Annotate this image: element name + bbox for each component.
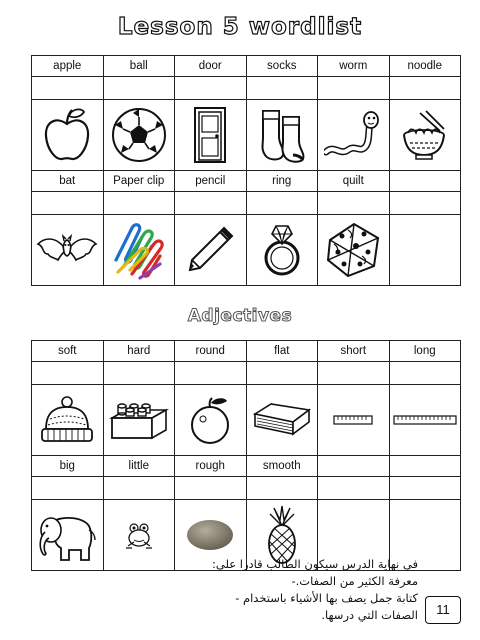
word-cell: socks bbox=[246, 56, 318, 77]
word-cell: ring bbox=[246, 171, 318, 192]
apple-icon bbox=[42, 106, 92, 164]
orange-icon bbox=[187, 395, 233, 445]
word-cell: hard bbox=[103, 341, 175, 362]
blank-row bbox=[32, 77, 461, 100]
blank-cell[interactable] bbox=[103, 477, 175, 500]
word-cell: flat bbox=[246, 341, 318, 362]
word-cell: door bbox=[175, 56, 247, 77]
word-cell bbox=[389, 171, 461, 192]
long-ruler-icon bbox=[393, 414, 457, 426]
word-cell: quilt bbox=[318, 171, 390, 192]
objective-item: معرفة الكثير من الصفات.- bbox=[291, 574, 418, 588]
blank-cell[interactable] bbox=[175, 77, 247, 100]
blank-cell[interactable] bbox=[246, 362, 318, 385]
adjectives-table bbox=[31, 340, 461, 571]
blank-cell[interactable] bbox=[246, 477, 318, 500]
worm-icon bbox=[324, 110, 382, 160]
picture-row bbox=[32, 100, 461, 171]
blank-cell[interactable] bbox=[175, 192, 247, 215]
word-cell: ball bbox=[103, 56, 175, 77]
word-cell bbox=[318, 456, 390, 477]
noodle-icon bbox=[400, 109, 450, 161]
brick-icon bbox=[108, 398, 170, 442]
bat-icon bbox=[36, 230, 98, 270]
door-icon bbox=[193, 106, 227, 164]
blank-cell[interactable] bbox=[246, 77, 318, 100]
word-cell bbox=[389, 456, 461, 477]
blank-cell[interactable] bbox=[318, 362, 390, 385]
learning-objectives bbox=[158, 556, 418, 624]
book-icon bbox=[251, 400, 313, 440]
word-cell: bat bbox=[32, 171, 104, 192]
picture-row bbox=[32, 385, 461, 456]
hat-icon bbox=[38, 395, 96, 445]
blank-row bbox=[32, 362, 461, 385]
blank-cell[interactable] bbox=[103, 77, 175, 100]
pencil-icon bbox=[184, 224, 236, 276]
blank-row bbox=[32, 192, 461, 215]
word-cell: smooth bbox=[246, 456, 318, 477]
empty-picture-cell bbox=[389, 215, 461, 286]
word-cell: noodle bbox=[389, 56, 461, 77]
word-cell: rough bbox=[175, 456, 247, 477]
word-cell: Paper clip bbox=[103, 171, 175, 192]
blank-cell[interactable] bbox=[389, 77, 461, 100]
word-cell: worm bbox=[318, 56, 390, 77]
blank-cell[interactable] bbox=[32, 477, 104, 500]
page-number: 11 bbox=[425, 596, 461, 624]
blank-cell[interactable] bbox=[318, 77, 390, 100]
table-row bbox=[32, 341, 461, 362]
frog-icon bbox=[124, 520, 154, 550]
section-title: Adjectives bbox=[187, 306, 293, 326]
socks-icon bbox=[255, 107, 309, 163]
word-cell: soft bbox=[32, 341, 104, 362]
blank-cell[interactable] bbox=[318, 192, 390, 215]
blank-cell[interactable] bbox=[103, 192, 175, 215]
quilt-icon bbox=[324, 222, 382, 278]
elephant-icon bbox=[35, 508, 99, 562]
paper-clip-icon bbox=[110, 220, 168, 280]
word-cell: short bbox=[318, 341, 390, 362]
word-cell: apple bbox=[32, 56, 104, 77]
blank-cell[interactable] bbox=[246, 192, 318, 215]
objective-item: الصفات التي درسها. bbox=[321, 608, 418, 622]
page-title: Lesson 5 wordlist bbox=[117, 14, 363, 40]
short-ruler-icon bbox=[333, 414, 373, 426]
blank-cell[interactable] bbox=[103, 362, 175, 385]
stone-icon bbox=[185, 518, 235, 552]
blank-cell[interactable] bbox=[389, 362, 461, 385]
blank-cell[interactable] bbox=[389, 192, 461, 215]
word-cell: big bbox=[32, 456, 104, 477]
objective-item: كتابة جمل يصف بها الأشياء باستخدام - bbox=[235, 591, 418, 605]
picture-row bbox=[32, 215, 461, 286]
blank-cell[interactable] bbox=[175, 477, 247, 500]
objectives-heading: في نهاية الدرس سيكون الطالب قادرا على: bbox=[212, 557, 418, 571]
blank-cell[interactable] bbox=[389, 477, 461, 500]
table-row bbox=[32, 456, 461, 477]
blank-cell[interactable] bbox=[32, 362, 104, 385]
word-cell: pencil bbox=[175, 171, 247, 192]
blank-cell[interactable] bbox=[32, 192, 104, 215]
ball-icon bbox=[111, 107, 167, 163]
table-row bbox=[32, 171, 461, 192]
wordlist-table bbox=[31, 55, 461, 286]
blank-cell[interactable] bbox=[318, 477, 390, 500]
ring-icon bbox=[262, 222, 302, 278]
word-cell: long bbox=[389, 341, 461, 362]
word-cell: round bbox=[175, 341, 247, 362]
table-row bbox=[32, 56, 461, 77]
word-cell: little bbox=[103, 456, 175, 477]
blank-cell[interactable] bbox=[175, 362, 247, 385]
blank-row bbox=[32, 477, 461, 500]
blank-cell[interactable] bbox=[32, 77, 104, 100]
